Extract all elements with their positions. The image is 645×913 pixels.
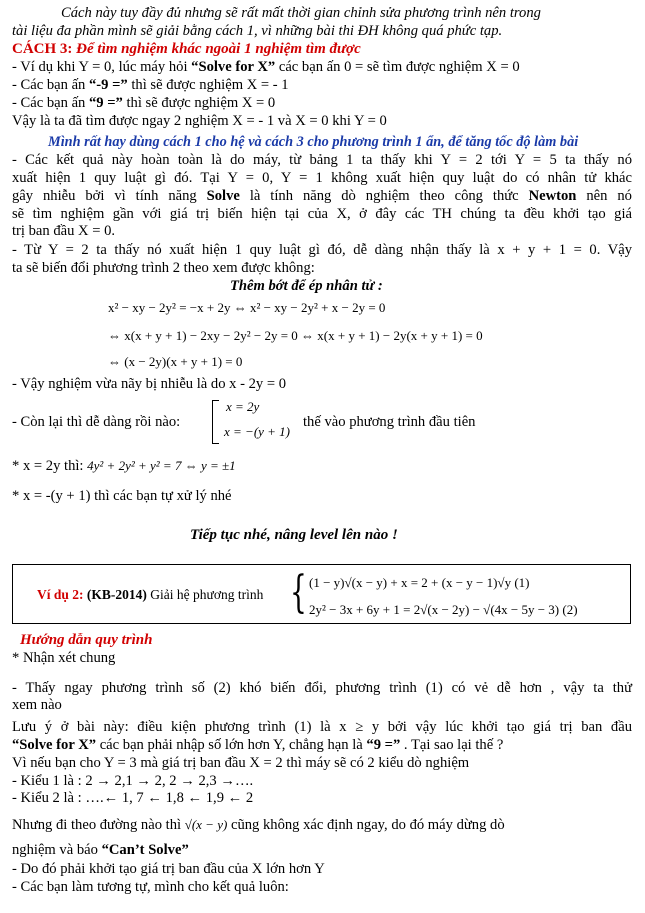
method-3-line-2: - Các bạn ấn “-9 =” thì sẽ được nghiệm X = - 1 (12, 77, 289, 93)
para4-line-2: “Solve for X” các bạn phải nhập số lớn hơn Y, chẳng hạn là “9 =” . Tại sao lại thế ? (12, 737, 504, 753)
general-remark: * Nhận xét chung (12, 650, 116, 666)
method-3-heading (12, 41, 361, 58)
remaining-tail: thế vào phương trình đầu tiên (303, 414, 476, 430)
system-equation-1: (1 − y)√(x − y) + x = 2 + (x − y − 1)√y (1) (309, 575, 530, 590)
cant-solve-text: “Can’t Solve” (101, 842, 189, 858)
method-3-line-3: - Các bạn ấn “9 =” thì sẽ được nghiệm X = 0 (12, 95, 276, 111)
case-bracket (212, 400, 219, 444)
method-3-line-4: Vậy là ta đã tìm được ngay 2 nghiệm X = - 1 và X = 0 khi Y = 0 (12, 113, 387, 129)
method-3-line-1: - Ví dụ khi Y = 0, lúc máy hỏi “Solve for X” các bạn ấn 0 = sẽ tìm được nghiệm X = 0 (12, 59, 520, 75)
case-x-neg: x = −(y + 1) (224, 424, 291, 439)
continue-line: Tiếp tục nhé, nâng level lên nào ! (190, 527, 398, 543)
intro-line-1: Cách này tuy đầy đủ nhưng sẽ rất mất thời gian chỉnh sửa phương trình nên trong (61, 5, 541, 21)
example-text: Giải hệ phương trình (150, 587, 264, 602)
para5-line-2: nghiệm và báo “Can’t Solve” (12, 842, 189, 858)
equation-line-3: ⇔ (x − 2y)(x + y + 1) = 0 (108, 354, 243, 369)
intro-line-2: tài liệu đa phần mình sẽ giải bằng cách 1, vì những bài thi ĐH không quá phức tạp. (12, 23, 503, 39)
para3-line-2: xem nào (12, 697, 62, 713)
example-intro (37, 586, 263, 603)
sqrt-x-minus-y: √(x − y) (184, 817, 228, 832)
para1-line-2: xuất hiện 1 quy luật gì đó. Tại Y = 0, Y = 1 không xuất hiện quy luật do có nhân tử khác (12, 170, 632, 186)
remaining-lead: - Còn lại thì dễ dàng rồi nào: (12, 414, 181, 430)
para2-line-1: - Từ Y = 2 ta thấy nó xuất hiện 1 quy luật gì đó, dễ dàng nhận thấy là x + y + 1 = 0. Vậy (12, 242, 632, 258)
para1-line-3: gây nhiễu bởi vì tính năng Solve là tính năng dò nghiệm theo công thức Newton nên nó (12, 188, 632, 204)
para1-line-1: - Các kết quả này hoàn toàn là do máy, từ bảng 1 ta thấy khi Y = 2 tới Y = 5 ta thấy nó (12, 152, 632, 168)
para3-line-1: - Thấy ngay phương trình số (2) khó biến đổi, phương trình (1) có vẻ dễ hơn , vậy ta thử (12, 680, 632, 696)
example-source: (KB-2014) (86, 587, 147, 602)
equation-line-2: ⇔ x(x + y + 1) − 2xy − 2y² − 2y = 0 ⇔ x(x + y + 1) − 2y(x + y + 1) = 0 (108, 328, 483, 343)
para2-line-2: ta sẽ biến đổi phương trình 2 theo xem được không: (12, 260, 315, 276)
guide-title: Hướng dẫn quy trình (20, 632, 153, 648)
tip-line: Mình rất hay dùng cách 1 cho hệ và cách 3 cho phương trình 1 ẩn, để tăng tốc độ làm bài (48, 134, 579, 150)
equation-line-1: x² − xy − 2y² = −x + 2y ⇔ x² − xy − 2y² + x − 2y = 0 (108, 300, 386, 315)
para5-line-4: - Các bạn làm tương tự, mình cho kết quả luôn: (12, 879, 289, 895)
case-a-math: 4y² + 2y² + y² = 7 ⇔ y = ±1 (87, 458, 236, 473)
para4-line-1: Lưu ý ở bài này: điều kiện phương trình (1) là x ≥ y bởi vậy lúc khởi tạo giá trị ban đầu (12, 719, 632, 735)
factor-title: Thêm bớt để ép nhân tử : (230, 278, 383, 294)
para4-line-3: Vì nếu bạn cho Y = 3 mà giá trị ban đầu X = 2 thì máy sẽ có 2 kiểu dò nghiệm (12, 755, 470, 771)
para4-line-4: - Kiểu 1 là : 2 → 2,1 → 2, 2 → 2,3 →…. (12, 773, 254, 789)
case-x-2y: x = 2y (226, 399, 260, 414)
para5-line-3: - Do đó phải khởi tạo giá trị ban đầu của X lớn hơn Y (12, 861, 325, 877)
case-b-line: * x = -(y + 1) thì các bạn tự xử lý nhé (12, 488, 232, 504)
solve-for-x-text: “Solve for X” (191, 59, 276, 75)
system-brace: { (290, 567, 307, 618)
method-3-title: Để tìm nghiệm khác ngoài 1 nghiệm tìm được (72, 41, 361, 57)
method-3-label: CÁCH 3: (12, 41, 73, 57)
para1-line-4: sẽ tìm nghiệm gần với giá trị biến hiện tại của X, ở đây các TH chúng ta đều khởi tạo giá (12, 206, 632, 222)
noise-line: - Vậy nghiệm vừa nãy bị nhiễu là do x - 2y = 0 (12, 376, 287, 392)
para5-line-1: Nhưng đi theo đường nào thì √(x − y) cũng không xác định ngay, do đó máy dừng dò (12, 817, 505, 833)
example-label: Ví dụ 2: (37, 587, 84, 602)
para1-line-5: trị ban đầu X = 0. (12, 223, 116, 239)
case-a-line: * x = 2y thì: 4y² + 2y² + y² = 7 ⇔ y = ±1 (12, 458, 236, 474)
system-equation-2: 2y² − 3x + 6y + 1 = 2√(x − 2y) − √(4x − 5y − 3) (2) (309, 602, 578, 617)
para4-line-5: - Kiểu 2 là : ….← 1, 7 ← 1,8 ← 1,9 ← 2 (12, 790, 254, 806)
